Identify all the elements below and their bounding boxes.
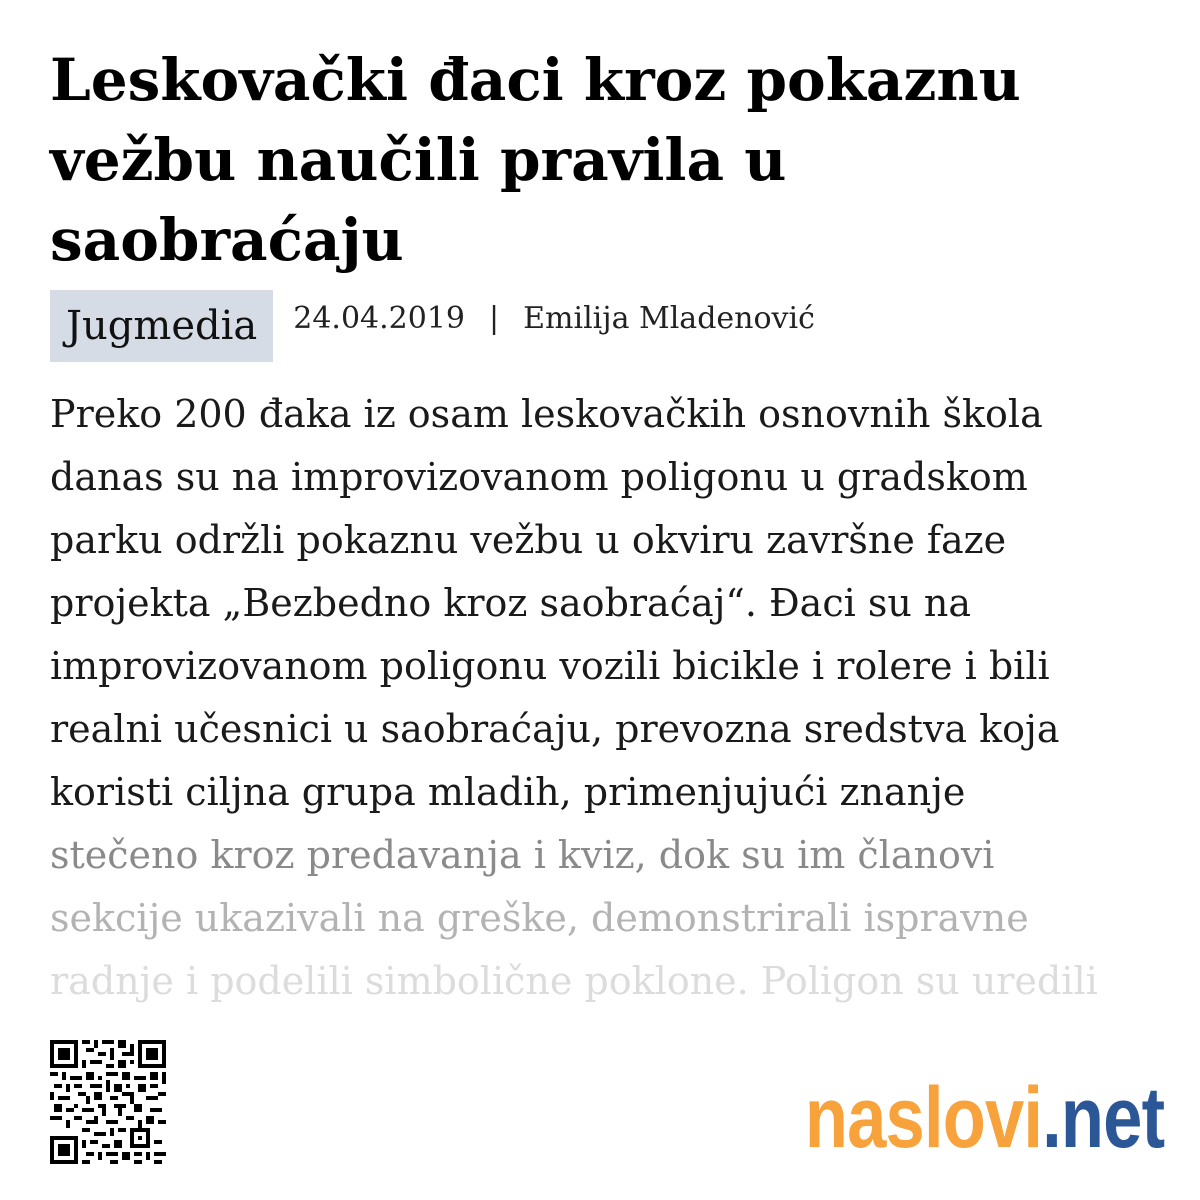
logo-part-naslovi: naslovi <box>804 1070 1042 1166</box>
author-name: Emilija Mladenović <box>523 300 815 336</box>
publish-date: 24.04.2019 <box>293 300 466 336</box>
body-line: improvizovanom poligonu vozili bicikle i rolere i bili <box>50 644 1050 688</box>
source-badge[interactable]: Jugmedia <box>50 290 273 362</box>
meta-info <box>293 282 815 354</box>
body-line: projekta „Bezbedno kroz saobraćaj“. Đaci su na <box>50 581 972 625</box>
qr-code-icon[interactable] <box>50 1040 166 1164</box>
body-line: danas su na improvizovanom poligonu u gradskom <box>50 455 1028 499</box>
article-title: Leskovački đaci kroz pokaznu vežbu naučili pravila u saobraćaju <box>50 46 1021 274</box>
body-line: Preko 200 đaka iz osam leskovačkih osnovnih škola <box>50 392 1043 436</box>
meta-separator: | <box>489 300 500 336</box>
body-line: parku održli pokaznu vežbu u okviru završne faze <box>50 518 1007 562</box>
article-body <box>50 383 1150 1003</box>
article-meta <box>50 290 815 362</box>
naslovi-logo[interactable] <box>805 1058 1164 1168</box>
body-line: sekcije ukazivali na greške, demonstrirali ispravne <box>50 896 1029 940</box>
logo-part-net: .net <box>1041 1070 1164 1166</box>
body-line: radnje i podelili simbolične poklone. Poligon su uredili <box>50 959 1098 1003</box>
body-line: realni učesnici u saobraćaju, prevozna sredstva koja <box>50 707 1060 751</box>
body-line: stečeno kroz predavanja i kviz, dok su im članovi <box>50 833 995 877</box>
body-line: koristi ciljna grupa mladih, primenjujući znanje <box>50 770 966 814</box>
